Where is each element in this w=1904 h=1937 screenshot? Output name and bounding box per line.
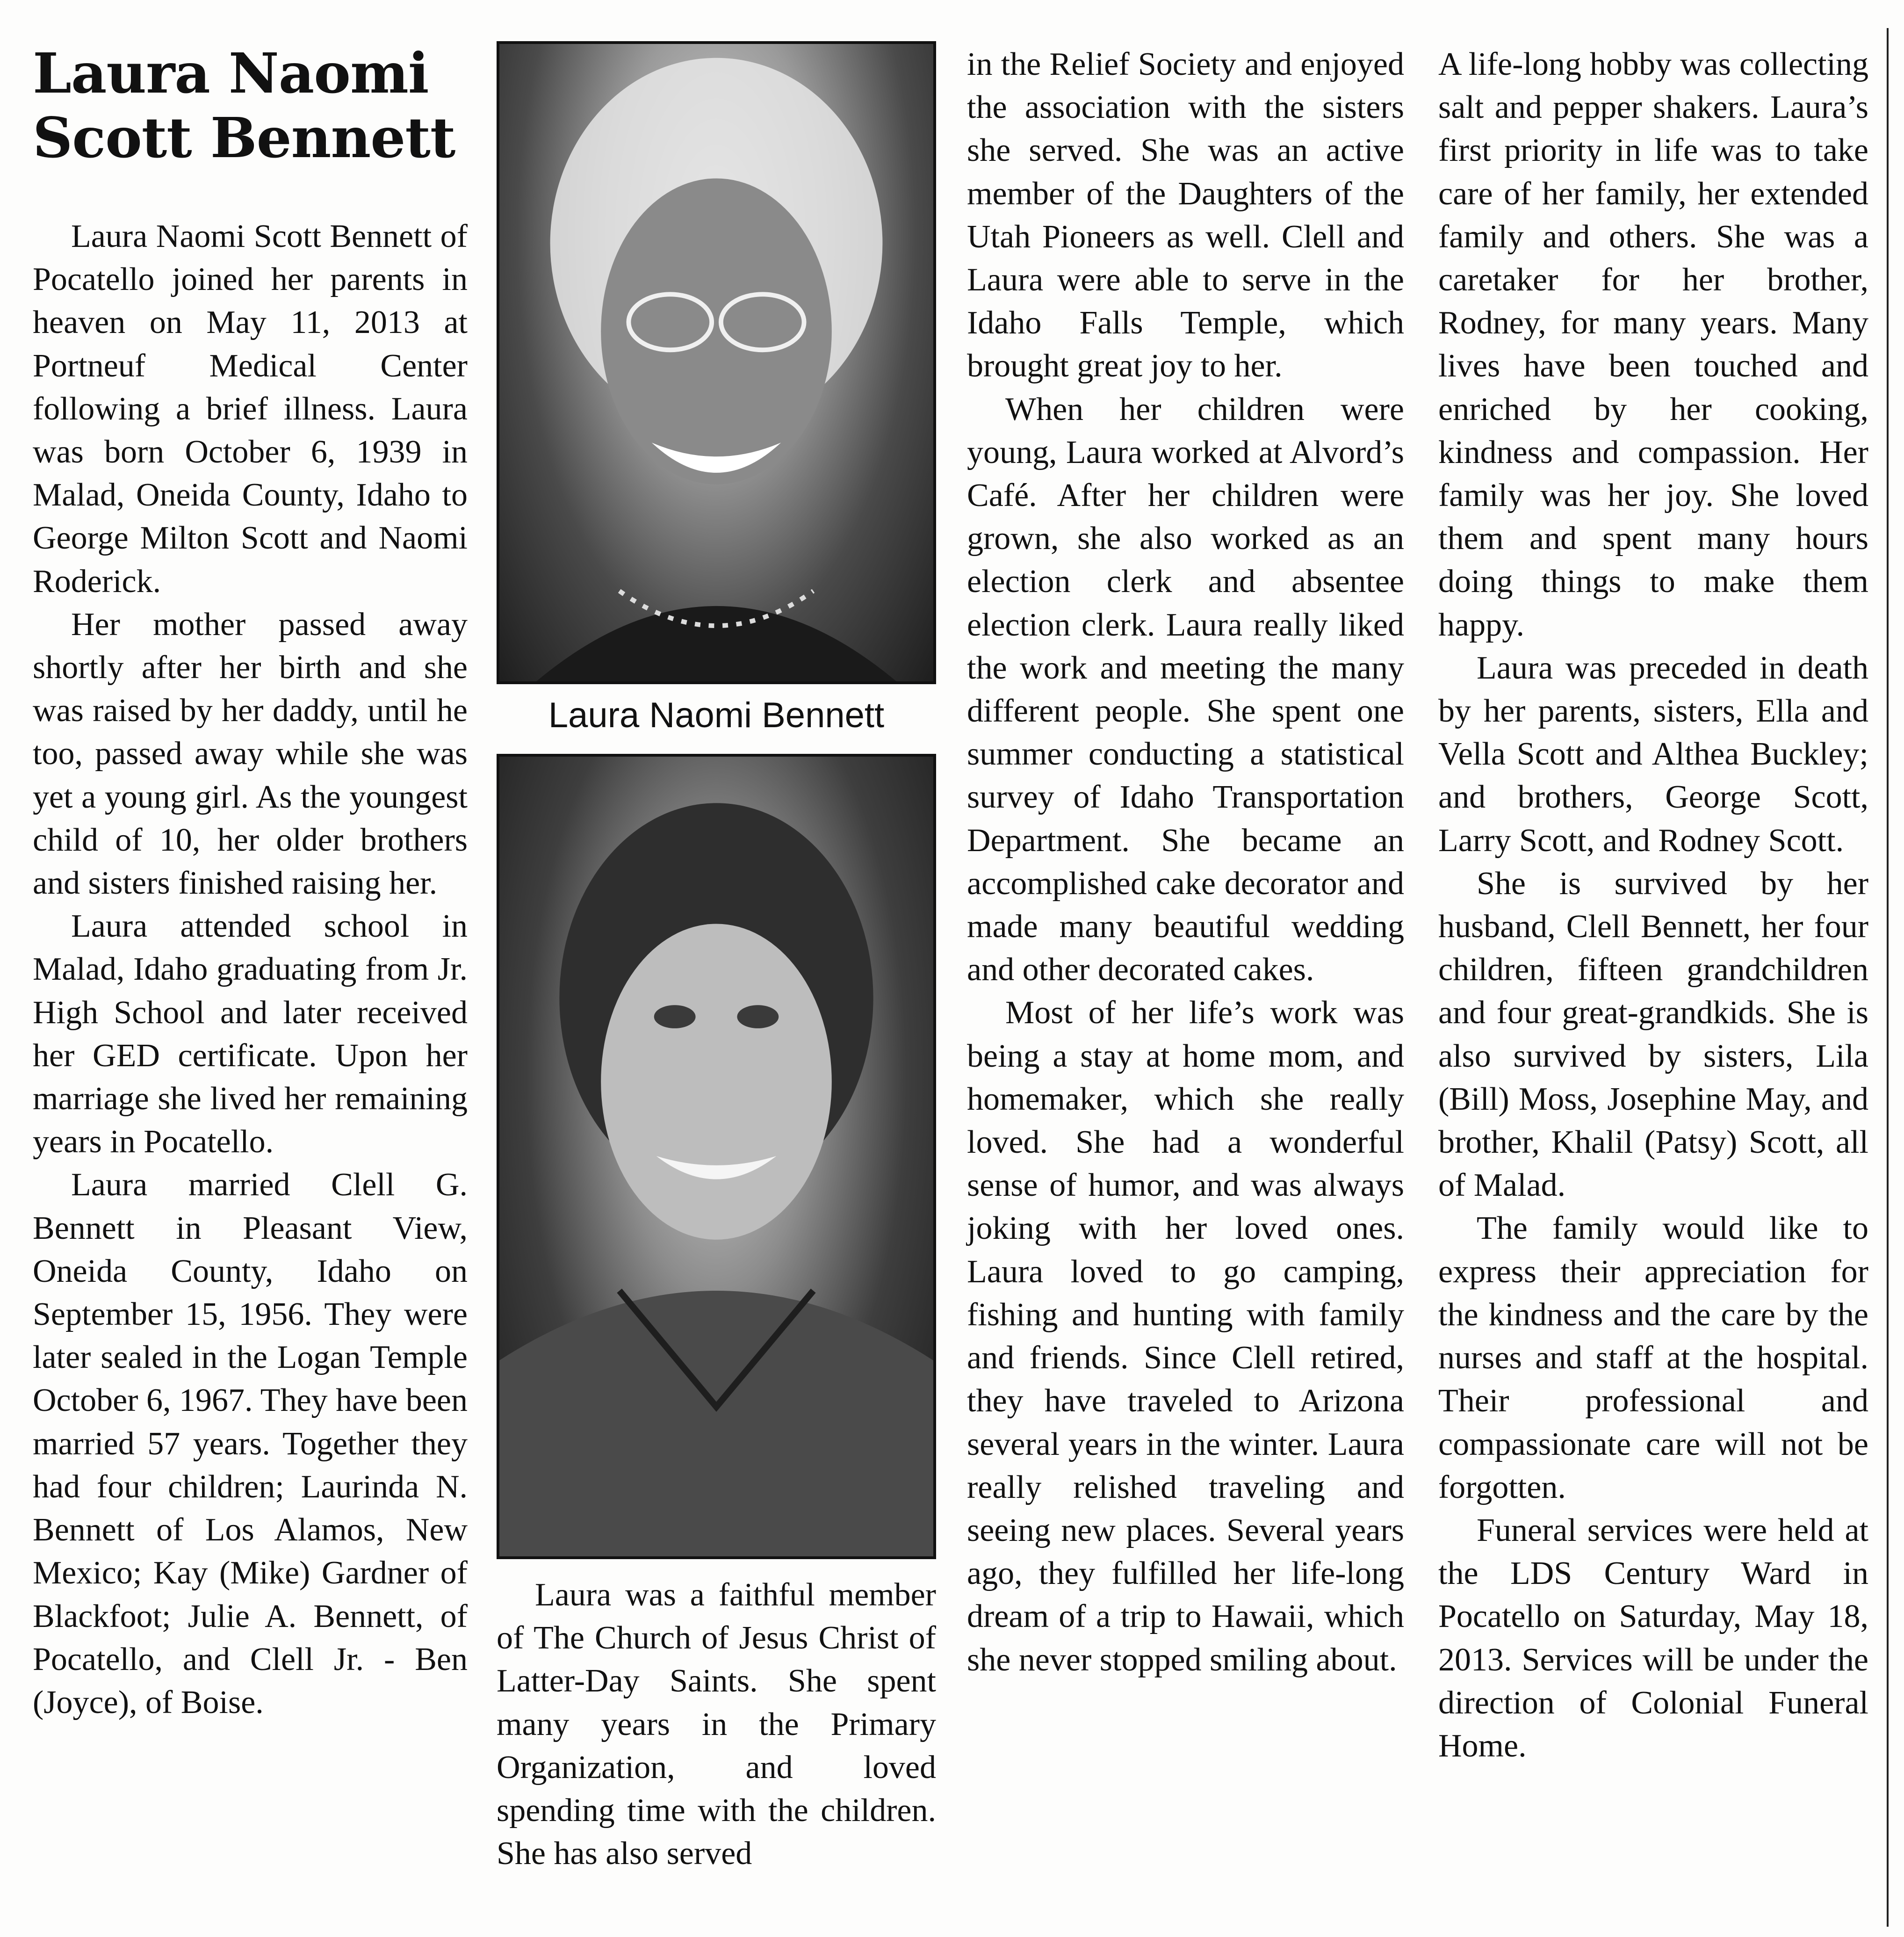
- paragraph-marriage: Laura married Clell G. Bennett in Pleasant View, Oneida County, Idaho on September 15, 1956. They were later sealed in the Logan Temple October 6, 1967. They have been married 57 years. Together they had four children; Laurinda N. Bennett of Los Alamos, New Mexico; Kay (Mike) Gardner of Blackfoot; Julie A. Bennett, of Pocatello, and Clell Jr. - Ben (Joyce), of Boise.: [33, 1167, 468, 1720]
- paragraph-work: When her children were young, Laura worked at Alvord’s Café. After her children were grown, she also worked as an election clerk and absentee election clerk. Laura really liked the work and meeting the many different people. She spent one summer conducting a statistical survey of Idaho Transportation Department. She became an accomplished cake decorator and made many beautiful wedding and other decorated cakes.: [967, 391, 1404, 988]
- paragraph-appreciation: The family would like to express their appreciation for the kindness and the care by the nurses and staff at the hospital. Their professional and compassionate care will not be forgotten.: [1438, 1210, 1868, 1505]
- paragraph-church: Laura was a faithful member of The Church of Jesus Christ of Latter-Day Saints. She spent many years in the Primary Organization, and loved spending time with the children. She has also served: [497, 1577, 936, 1872]
- paragraph-childhood: Her mother passed away shortly after her birth and she was raised by her daddy, until he too, passed away while she was yet a young girl. As the youngest child of 10, her older brothers and sisters finished raising her.: [33, 606, 468, 902]
- article-column-3: [967, 43, 1404, 1682]
- article-column-2: [497, 1574, 936, 1875]
- column-divider-rule: [1887, 28, 1889, 1927]
- paragraph-birth: Laura Naomi Scott Bennett of Pocatello joined her parents in heaven on May 11, 2013 at Portneuf Medical Center following a brief illness. Laura was born October 6, 1939 in Malad, Oneida County, Idaho to George Milton Scott and Naomi Roderick.: [33, 218, 468, 600]
- photo-caption: Laura Naomi Bennett: [548, 695, 885, 735]
- obituary-headline: Laura Naomi Scott Bennett: [33, 41, 455, 170]
- article-column-1: [33, 215, 468, 1724]
- portrait-photo-older: [497, 41, 936, 684]
- paragraph-homemaker: Most of her life’s work was being a stay at home mom, and homemaker, which she really loved. She had a wonderful sense of humor, and was always joking with her loved ones. Laura loved to go camping, fishing and hunting with family and friends. Since Clell retired, they have traveled to Arizona several years in the winter. Laura really relished traveling and seeing new places. Several years ago, they fulfilled her life-long dream of a trip to Hawaii, which she never stopped smiling about.: [967, 995, 1404, 1678]
- paragraph-preceded: Laura was preceded in death by her parents, sisters, Ella and Vella Scott and Althea Buckley; and brothers, George Scott, Larry Scott, and Rodney Scott.: [1438, 650, 1868, 859]
- paragraph-funeral: Funeral services were held at the LDS Century Ward in Pocatello on Saturday, May 18, 2013. Services will be under the direction of Colonial Funeral Home.: [1438, 1512, 1868, 1764]
- paragraph-survived: She is survived by her husband, Clell Bennett, her four children, fifteen grandchildren and four great-grandkids. She is also survived by sisters, Lila (Bill) Moss, Josephine May, and brother, Khalil (Patsy) Scott, all of Malad.: [1438, 865, 1868, 1204]
- portrait-older-image: [499, 44, 933, 681]
- paragraph-schooling: Laura attended school in Malad, Idaho graduating from Jr. High School and later received her GED certificate. Upon her marriage she lived her remaining years in Pocatello.: [33, 908, 468, 1160]
- paragraph-relief-society: in the Relief Society and enjoyed the association with the sisters she served. She was an active member of the Daughters of the Utah Pioneers as well. Clell and Laura were able to serve in the Idaho Falls Temple, which brought great joy to her.: [967, 46, 1404, 384]
- portrait-younger-image: [499, 757, 933, 1556]
- portrait-photo-younger: [497, 754, 936, 1559]
- article-column-4: [1438, 43, 1868, 1768]
- paragraph-hobby: A life-long hobby was collecting salt and pepper shakers. Laura’s first priority in life was to take care of her family, her extended family and others. She was a caretaker for her brother, Rodney, for many years. Many lives have been touched and enriched by her cooking, kindness and compassion. Her family was her joy. She loved them and spent many hours doing things to make them happy.: [1438, 46, 1868, 643]
